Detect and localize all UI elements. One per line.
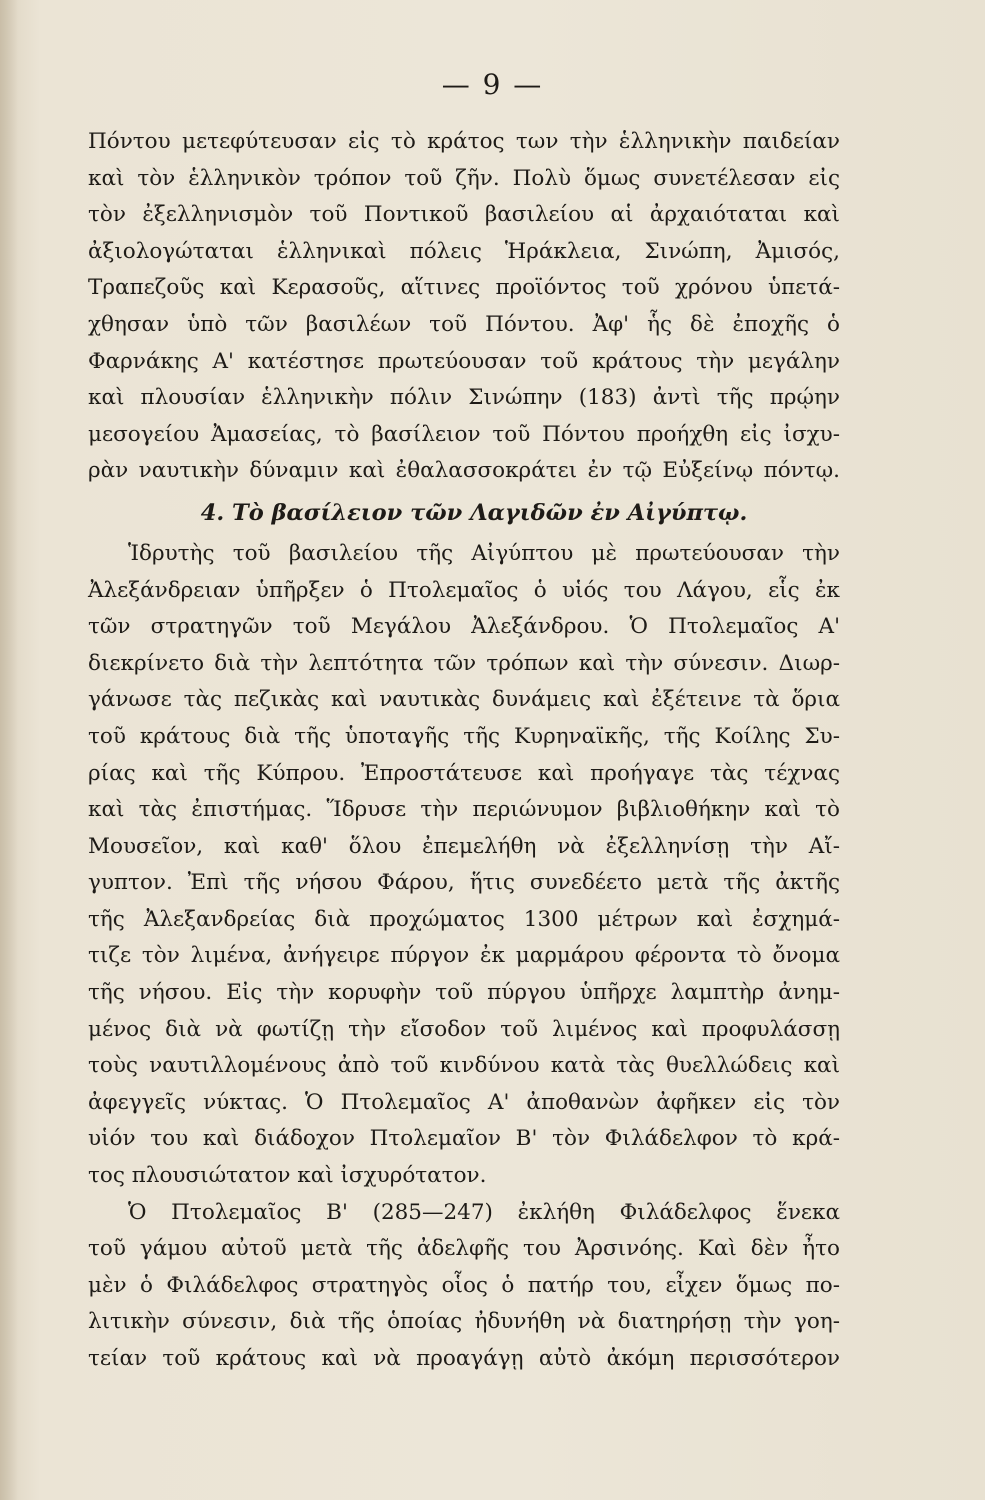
text-line: Μουσεῖον, καὶ καθ' ὅλου ἐπεμελήθη νὰ ἐξελληνίσῃ τὴν Αἴ- bbox=[88, 833, 840, 859]
text-line: ρὰν ναυτικὴν δύναμιν καὶ ἐθαλασσοκράτει ἐν τῷ Εὐξείνῳ πόντῳ. bbox=[88, 458, 840, 484]
text-line: τείαν τοῦ κράτους καὶ νὰ προαγάγῃ αὐτὸ ἀκόμη περισσότερον bbox=[88, 1346, 840, 1371]
body-text bbox=[88, 124, 840, 1378]
text-line: χθησαν ὑπὸ τῶν βασιλέων τοῦ Πόντου. Ἀφ' ἧς δὲ ἐποχῆς ὁ bbox=[88, 311, 840, 337]
text-line: καὶ πλουσίαν ἑλληνικὴν πόλιν Σινώπην (183) ἀντὶ τῆς πρῴην bbox=[88, 385, 840, 411]
text-line: τῶν στρατηγῶν τοῦ Μεγάλου Ἀλεξάνδρου. Ὁ Πτολεμαῖος Α' bbox=[88, 614, 840, 640]
text-line: Πόντου μετεφύτευσαν εἰς τὸ κράτος των τὴν ἑλληνικὴν παιδείαν bbox=[88, 129, 840, 154]
text-line: καὶ τὸν ἑλληνικὸν τρόπον τοῦ ζῆν. Πολὺ ὅμως συνετέλεσαν εἰς bbox=[88, 165, 840, 191]
text-line: υἱόν του καὶ διάδοχον Πτολεμαῖον Β' τὸν Φιλάδελφον τὸ κρά- bbox=[88, 1126, 840, 1152]
text-line: γάνωσε τὰς πεζικὰς καὶ ναυτικὰς δυνάμεις καὶ ἐξέτεινε τὰ ὅρια bbox=[88, 687, 840, 713]
paragraph-first-line: Ὁ Πτολεμαῖος Β' (285—247) ἐκλήθη Φιλάδελφος ἕνεκα bbox=[128, 1199, 840, 1225]
text-line: Τραπεζοῦς καὶ Κερασοῦς, αἵτινες προϊόντος τοῦ χρόνου ὑπετά- bbox=[88, 275, 840, 301]
text-line: διεκρίνετο διὰ τὴν λεπτότητα τῶν τρόπων καὶ τὴν σύνεσιν. Διωρ- bbox=[88, 650, 840, 676]
text-line: μὲν ὁ Φιλάδελφος στρατηγὸς οἷος ὁ πατήρ του, εἶχεν ὅμως πο- bbox=[88, 1272, 840, 1298]
text-line: ρίας καὶ τῆς Κύπρου. Ἐπροστάτευσε καὶ προήγαγε τὰς τέχνας bbox=[88, 760, 840, 786]
text-line: λιτικὴν σύνεσιν, διὰ τῆς ὁποίας ἠδυνήθη νὰ διατηρήσῃ τὴν γοη- bbox=[88, 1309, 840, 1335]
text-line: μένος διὰ νὰ φωτίζῃ τὴν εἴσοδον τοῦ λιμένος καὶ προφυλάσσῃ bbox=[88, 1016, 840, 1042]
page-edge-shadow bbox=[0, 0, 18, 1500]
text-line: τῆς Ἀλεξανδρείας διὰ προχώματος 1300 μέτρων καὶ ἐσχημά- bbox=[88, 906, 840, 932]
text-line: καὶ τὰς ἐπιστήμας. Ἵδρυσε τὴν περιώνυμον βιβλιοθήκην καὶ τὸ bbox=[88, 797, 840, 823]
paragraph-last-line: τος πλουσιώτατον καὶ ἰσχυρότατον. bbox=[88, 1163, 487, 1189]
text-line: τὸν ἐξελληνισμὸν τοῦ Ποντικοῦ βασιλείου αἱ ἀρχαιόταται καὶ bbox=[88, 202, 840, 228]
text-line: τοὺς ναυτιλλομένους ἀπὸ τοῦ κινδύνου κατὰ τὰς θυελλώδεις καὶ bbox=[88, 1053, 840, 1079]
text-line: τοῦ γάμου αὐτοῦ μετὰ τῆς ἀδελφῆς του Ἀρσινόης. Καὶ δὲν ἦτο bbox=[88, 1236, 840, 1262]
page-number: — 9 — bbox=[441, 68, 544, 101]
text-line: Φαρνάκης Α' κατέστησε πρωτεύουσαν τοῦ κράτους τὴν μεγάλην bbox=[88, 348, 840, 374]
section-heading: 4. Τὸ βασίλειον τῶν Λαγιδῶν ἐν Αἰγύπτῳ. bbox=[200, 499, 748, 526]
text-line: τοῦ κράτους διὰ τῆς ὑποταγῆς τῆς Κυρηναϊκῆς, τῆς Κοίλης Συ- bbox=[88, 723, 840, 749]
text-line: ἀφεγγεῖς νύκτας. Ὁ Πτολεμαῖος Α' ἀποθανὼν ἀφῆκεν εἰς τὸν bbox=[88, 1089, 840, 1115]
text-line: τιζε τὸν λιμένα, ἀνήγειρε πύργον ἐκ μαρμάρου φέροντα τὸ ὄνομα bbox=[88, 943, 840, 969]
text-line: μεσογείου Ἀμασείας, τὸ βασίλειον τοῦ Πόντου προήχθη εἰς ἰσχυ- bbox=[88, 421, 840, 447]
paragraph-first-line: Ἱδρυτὴς τοῦ βασιλείου τῆς Αἰγύπτου μὲ πρωτεύουσαν τὴν bbox=[128, 540, 840, 566]
text-line: τῆς νήσου. Εἰς τὴν κορυφὴν τοῦ πύργου ὑπῆρχε λαμπτὴρ ἀνημ- bbox=[88, 980, 840, 1006]
text-line: Ἀλεξάνδρειαν ὑπῆρξεν ὁ Πτολεμαῖος ὁ υἱός του Λάγου, εἷς ἐκ bbox=[88, 577, 840, 603]
text-line: ἀξιολογώταται ἑλληνικαὶ πόλεις Ἡράκλεια, Σινώπη, Ἀμισός, bbox=[88, 238, 840, 264]
text-line: γυπτον. Ἐπὶ τῆς νήσου Φάρου, ἥτις συνεδέετο μετὰ τῆς ἀκτῆς bbox=[88, 870, 840, 896]
